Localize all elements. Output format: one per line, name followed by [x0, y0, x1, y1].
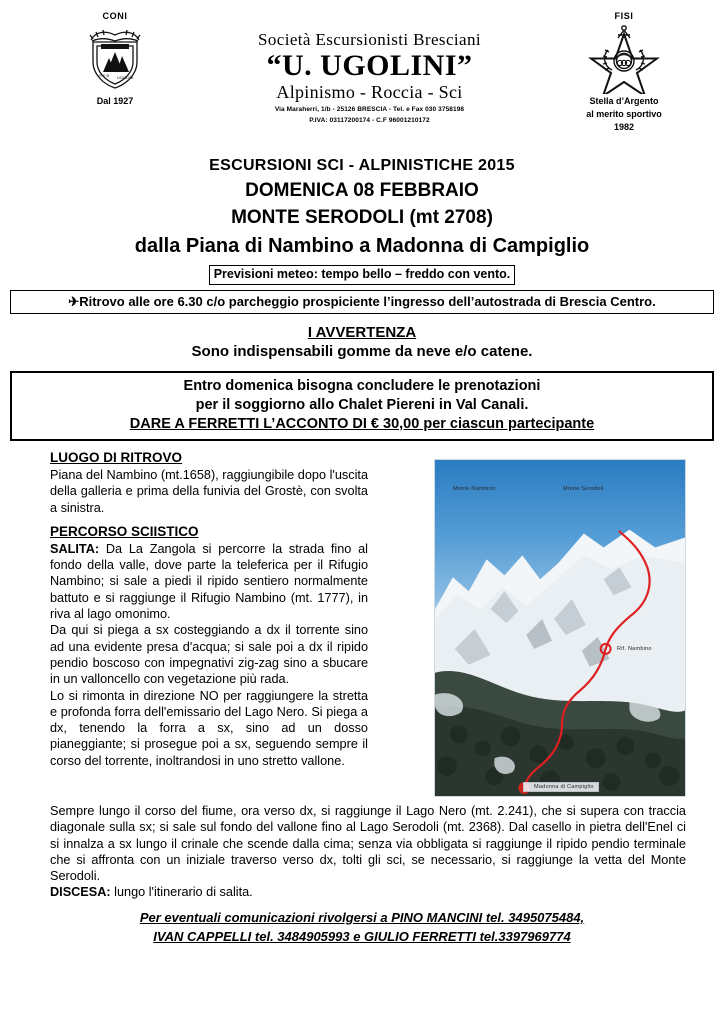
- event-date: DOMENICA 08 FEBBRAIO: [245, 180, 479, 201]
- coni-footer-text: Dal 1927: [96, 96, 134, 106]
- warning-text: Sono indispensabili gomme da neve e/o catene.: [191, 343, 533, 360]
- fisi-star-emblem-icon: [564, 22, 684, 94]
- paragraph-four: Sempre lungo il corso del fiume, ora verso dx, si raggiunge il Lago Nero (mt. 2.241), che si supera con traccia diagonale sulla sx; si sale sul fondo del vallone fino al Lago Serodoli (mt. 2368). Dal casello in pietra dell'Enel ci si innalza a sx lungo il crinale che scende dalla cima; senza via obbligata si raggiunge il ripido pendio terminale che si affronta con un iniziale traverso verso dx, tolti gli sci, se necessario, si raggiunge la vetta del Monte Serodoli.: [50, 804, 686, 884]
- event-peak: MONTE SERODOLI (mt 2708): [231, 207, 493, 228]
- meeting-point-notice: [10, 290, 714, 314]
- photo-label-monte-serodoli: Monte Serodoli: [563, 486, 604, 492]
- left-text-column: [50, 449, 368, 769]
- warning-title: I AVVERTENZA: [307, 324, 417, 341]
- airplane-icon: ✈: [68, 294, 80, 309]
- photo-label-madonna-di-campiglio: Madonna di Campiglio: [523, 782, 599, 792]
- paragraph-three: Lo si rimonta in direzione NO per raggiungere la stretta e profonda forra dell'emissario del Lago Nero. Si piega a dx, tenendo la forra a sx, sino ad un dosso pianeggiante; si prosegue poi a sx, seguendo sempre il corso del torrente, inoltrandosi in uno stretto vallone.: [50, 688, 368, 768]
- booking-box: [10, 371, 714, 441]
- fisi-caption: FISI: [614, 11, 634, 21]
- society-subtitle: Alpinismo - Roccia - Sci: [276, 82, 463, 102]
- photo-terrain: [435, 460, 685, 796]
- warning-block: [0, 323, 724, 362]
- photo-label-monte-nambron: Monte Nambron: [453, 486, 496, 492]
- event-title-block: [0, 154, 724, 261]
- event-route: dalla Piana di Nambino a Madonna di Campiglio: [134, 235, 590, 257]
- mountain-route-photo: [434, 459, 686, 797]
- booking-deposit-line: DARE A FERRETTI L’ACCONTO DI € 30,00 per ciascun partecipante: [129, 416, 595, 432]
- fisi-logo-block: [564, 10, 684, 133]
- fisi-footer-line2: al merito sportivo: [586, 109, 662, 119]
- fisi-footer-line3: 1982: [613, 122, 635, 132]
- section-heading-luogo: LUOGO DI RITROVO: [50, 450, 183, 465]
- society-title: “U. UGOLINI”: [266, 49, 473, 82]
- contacts-footer: [40, 908, 684, 946]
- full-width-text: [50, 801, 686, 901]
- paragraph-salita: [50, 541, 368, 622]
- body-content: [50, 449, 686, 901]
- booking-line2: per il soggiorno allo Chalet Piereni in Val Canali.: [195, 397, 529, 413]
- fisi-footer-line1: Stella d’Argento: [589, 96, 659, 106]
- society-address-line2: P.IVA: 03117200174 - C.F 96001210172: [309, 117, 430, 124]
- coni-caption: CONI: [102, 11, 128, 21]
- photo-label-rif-nambino: Rif. Nambino: [617, 646, 652, 652]
- salita-label: SALITA:: [50, 541, 100, 556]
- weather-notice-wrap: [0, 265, 724, 285]
- coni-shield-emblem-icon: [55, 22, 175, 94]
- svg-text:UGOLINI: UGOLINI: [117, 75, 134, 80]
- event-series-title: ESCURSIONI SCI - ALPINISTICHE 2015: [209, 157, 515, 174]
- discesa-text: lungo l'itinerario di salita.: [110, 885, 253, 900]
- svg-text:S E B: S E B: [99, 73, 110, 78]
- section-heading-percorso: PERCORSO SCIISTICO: [50, 523, 199, 539]
- salita-text: Da La Zangola si percorre la strada fino al fondo della valle, dove parte la teleferica per il Rifugio Nambino; si sale a piedi il ripido sentiero normalmente battuto e si raggiunge il Rifugio Nambino (mt. 1777), in riva al lago omonimo.: [50, 541, 368, 622]
- contacts-line2: IVAN CAPPELLI tel. 3484905993 e GIULIO FERRETTI tel.3397969774: [153, 928, 571, 944]
- paragraph-two: Da qui si piega a sx costeggiando a dx il torrente sino ad una evidente presa d'acqua; si sale poi a dx il ripido pendio boscoso con impegnativi zig-zag sino a sbucare in un valloncello con vegetazione più rada.: [50, 623, 368, 687]
- paragraph-discesa: [50, 884, 686, 900]
- contacts-line1: Per eventuali comunicazioni rivolgersi a PINO MANCINI tel. 3495075484,: [139, 909, 585, 925]
- document-header: [0, 0, 724, 140]
- society-title-block: [175, 10, 564, 125]
- booking-line1: Entro domenica bisogna concludere le prenotazioni: [183, 378, 541, 394]
- society-name: Società Escursionisti Bresciani: [258, 30, 481, 49]
- coni-logo-block: [55, 10, 175, 107]
- weather-notice: Previsioni meteo: tempo bello – freddo con vento.: [209, 265, 516, 285]
- meeting-point-text: Ritrovo alle ore 6.30 c/o parcheggio prospiciente l’ingresso dell’autostrada di Brescia Centro.: [79, 294, 656, 309]
- paragraph-luogo: Piana del Nambino (mt.1658), raggiungibile dopo l'uscita della galleria e prima della funivia del Grostè, con svolta a sinistra.: [50, 468, 368, 515]
- spacer: [50, 516, 368, 523]
- discesa-label: DISCESA:: [50, 885, 111, 900]
- society-address-line1: Via Maraherri, 1/b - 25126 BRESCIA - Tel. e Fax 030 3758198: [274, 106, 465, 113]
